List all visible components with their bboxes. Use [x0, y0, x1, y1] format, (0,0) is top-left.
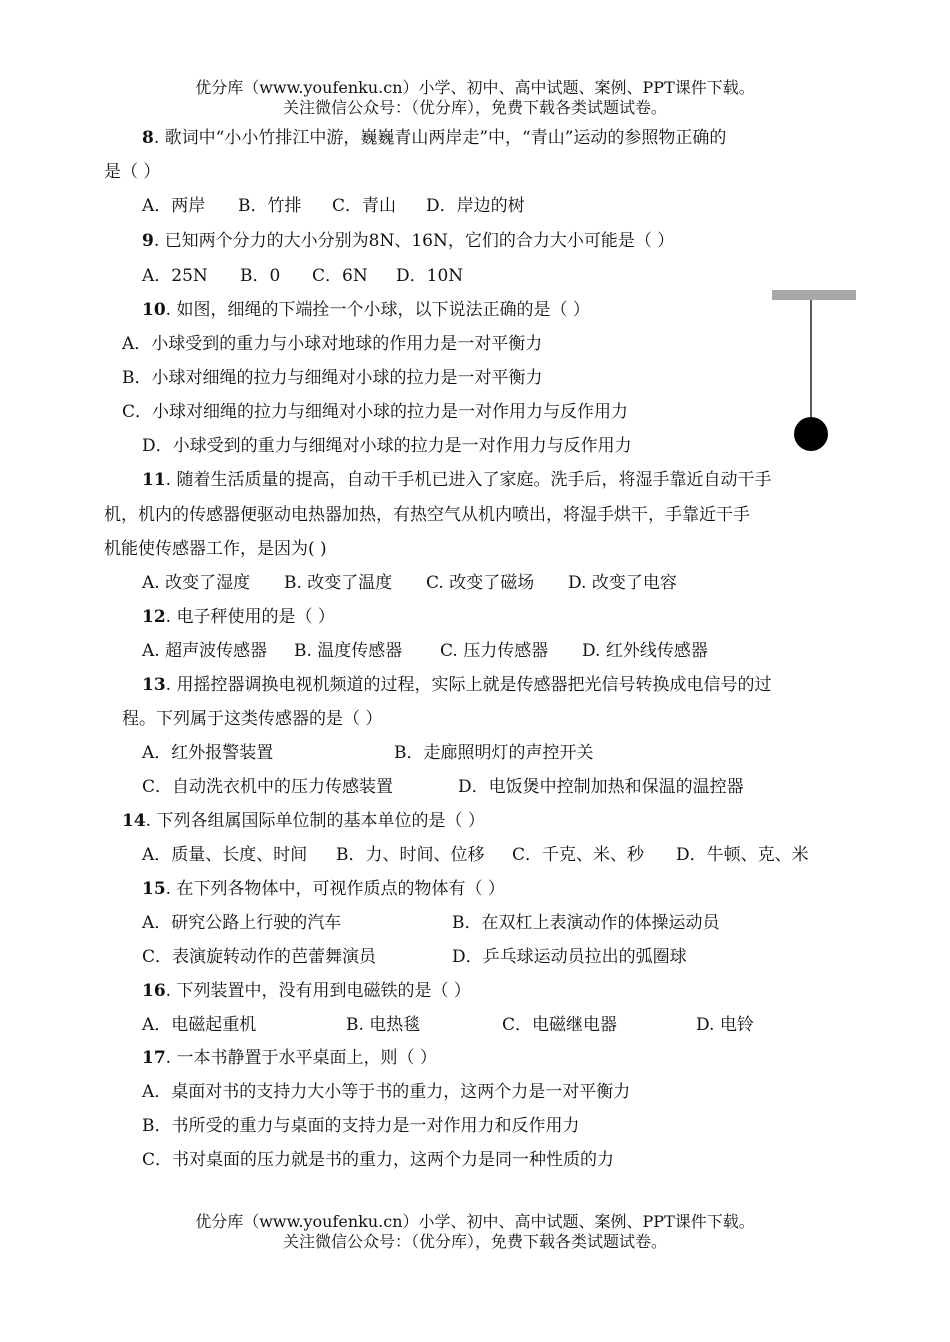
question-number: 9 [142, 231, 154, 251]
question-number: 13 [142, 675, 166, 695]
header-line-2: 关注微信公众号：（优分库），免费下载各类试题试卷。 [282, 98, 667, 117]
question-16-options [142, 1013, 754, 1037]
question-number: 14 [122, 811, 146, 831]
option-b: B. 电热毯 [346, 1015, 421, 1035]
page-footer [0, 1212, 950, 1252]
question-text: . 已知两个分力的大小分别为8N、16N，它们的合力大小可能是（ ） [153, 231, 675, 251]
question-number: 16 [142, 981, 166, 1001]
option-c: C．千克、米、秒 [512, 845, 645, 865]
question-13-options-row-1 [142, 741, 594, 765]
question-17 [142, 1046, 437, 1070]
question-11-cont-2: 机能使传感器工作，是因为( ) [104, 539, 327, 559]
question-9 [142, 229, 674, 253]
page-header [0, 78, 950, 118]
option-a: A．电磁起重机 [142, 1015, 257, 1035]
question-10-option-d: D．小球受到的重力与细绳对小球的拉力是一对作用力与反作用力 [142, 436, 632, 456]
question-12 [142, 605, 335, 629]
option-b: B. 改变了温度 [284, 573, 393, 593]
question-15 [142, 877, 505, 901]
option-c: C．自动洗衣机中的压力传感装置 [142, 777, 394, 797]
question-15-options-row-1 [142, 911, 720, 935]
option-c: C．青山 [332, 196, 397, 216]
option-b: B．力、时间、位移 [336, 845, 485, 865]
question-17-option-a: A．桌面对书的支持力大小等于书的重力，这两个力是一对平衡力 [142, 1082, 631, 1102]
option-d: D．电饭煲中控制加热和保温的温控器 [458, 777, 744, 797]
question-13 [142, 673, 771, 697]
option-b: B．0 [240, 266, 281, 286]
question-text: . 用摇控器调换电视机频道的过程，实际上就是传感器把光信号转换成电信号的过 [165, 675, 772, 695]
question-8-options [142, 194, 525, 218]
option-b: B．在双杠上表演动作的体操运动员 [452, 913, 720, 933]
question-17-option-c: C．书对桌面的压力就是书的重力，这两个力是同一种性质的力 [142, 1150, 615, 1170]
option-b: B．竹排 [238, 196, 302, 216]
option-b: B. 温度传感器 [294, 641, 403, 661]
question-14 [122, 809, 485, 833]
option-b: B．走廊照明灯的声控开关 [394, 743, 594, 763]
question-13-cont: 程。下列属于这类传感器的是（ ） [122, 709, 383, 729]
question-number: 12 [142, 607, 166, 627]
question-text: . 随着生活质量的提高，自动干手机已进入了家庭。洗手后，将湿手靠近自动干手 [165, 470, 772, 490]
footer-line-1: 优分库（www.youfenku.cn）小学、初中、高中试题、案例、PPT课件下载。 [195, 1212, 755, 1231]
question-10-option-a: A．小球受到的重力与小球对地球的作用力是一对平衡力 [122, 334, 543, 354]
option-a: A．红外报警装置 [142, 743, 274, 763]
ceiling-support [772, 290, 856, 300]
option-d: D. 改变了电容 [568, 573, 677, 593]
question-number: 10 [142, 300, 166, 320]
header-line-1: 优分库（www.youfenku.cn）小学、初中、高中试题、案例、PPT课件下载。 [195, 78, 755, 97]
question-16 [142, 979, 471, 1003]
option-a: A．研究公路上行驶的汽车 [142, 913, 342, 933]
question-10-option-c: C．小球对细绳的拉力与细绳对小球的拉力是一对作用力与反作用力 [122, 402, 629, 422]
question-text: . 下列装置中，没有用到电磁铁的是（ ） [165, 981, 471, 1001]
question-9-options [142, 264, 463, 288]
question-8-cont: 是（ ） [104, 162, 161, 182]
option-c: C．6N [312, 266, 368, 286]
question-12-options [142, 639, 708, 663]
question-text: . 如图，细绳的下端拴一个小球，以下说法正确的是（ ） [165, 300, 590, 320]
question-number: 11 [142, 470, 166, 490]
question-text: . 电子秤使用的是（ ） [165, 607, 335, 627]
question-text: . 一本书静置于水平桌面上，则（ ） [165, 1048, 437, 1068]
question-text: . 在下列各物体中，可视作质点的物体有（ ） [165, 879, 505, 899]
option-d: D．岸边的树 [426, 196, 525, 216]
question-17-option-b: B．书所受的重力与桌面的支持力是一对作用力和反作用力 [142, 1116, 580, 1136]
question-number: 17 [142, 1048, 166, 1068]
footer-line-2: 关注微信公众号：（优分库），免费下载各类试题试卷。 [282, 1232, 667, 1251]
question-10-option-b: B．小球对细绳的拉力与细绳对小球的拉力是一对平衡力 [122, 368, 543, 388]
question-11-options [142, 571, 677, 595]
option-a: A．25N [142, 266, 208, 286]
option-a: A．质量、长度、时间 [142, 845, 308, 865]
option-d: D．10N [396, 266, 464, 286]
question-11 [142, 468, 771, 492]
question-11-cont-1: 机，机内的传感器便驱动电热器加热，有热空气从机内喷出，将湿手烘干，手靠近干手 [104, 505, 750, 525]
question-13-options-row-2 [142, 775, 744, 799]
question-10 [142, 298, 590, 322]
option-c: C. 压力传感器 [440, 641, 549, 661]
question-15-options-row-2 [142, 945, 687, 969]
question-8 [142, 126, 726, 150]
question-text: . 歌词中“小小竹排江中游，巍巍青山两岸走”中，“青山”运动的参照物正确的 [153, 128, 727, 148]
option-c: C．表演旋转动作的芭蕾舞演员 [142, 947, 377, 967]
option-a: A. 超声波传感器 [142, 641, 268, 661]
option-d: D．乒乓球运动员拉出的弧圈球 [452, 947, 687, 967]
ball [794, 417, 828, 451]
pendulum-figure [770, 288, 860, 454]
option-c: C．电磁继电器 [502, 1015, 618, 1035]
option-c: C. 改变了磁场 [426, 573, 535, 593]
option-d: D．牛顿、克、米 [676, 845, 809, 865]
option-d: D. 红外线传感器 [582, 641, 708, 661]
question-14-options [142, 843, 809, 867]
question-text: . 下列各组属国际单位制的基本单位的是（ ） [145, 811, 485, 831]
option-a: A．两岸 [142, 196, 206, 216]
question-number: 8 [142, 128, 154, 148]
question-number: 15 [142, 879, 166, 899]
option-d: D. 电铃 [696, 1015, 754, 1035]
option-a: A. 改变了湿度 [142, 573, 251, 593]
